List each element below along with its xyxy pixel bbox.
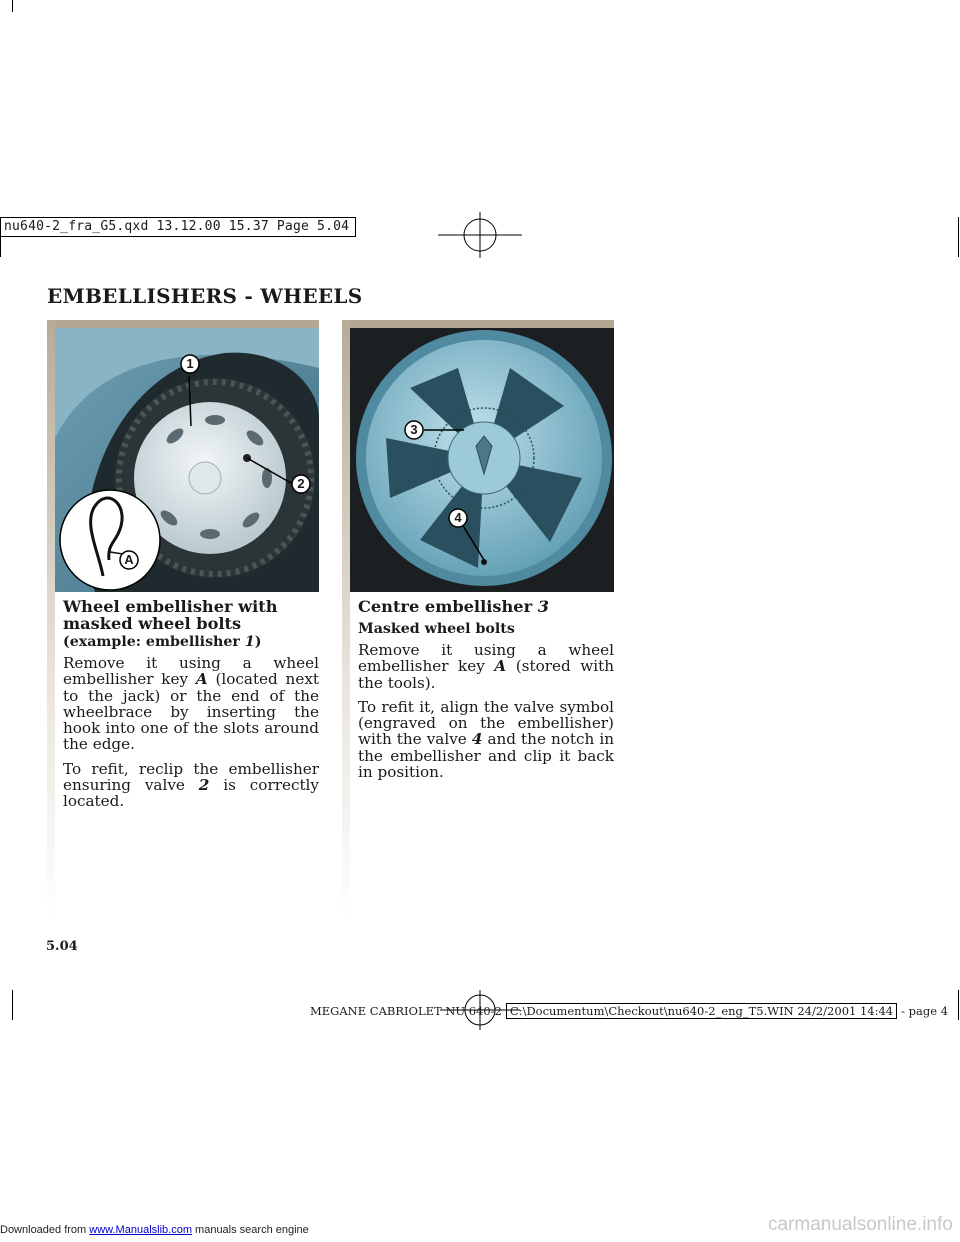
page-number: 5.04 <box>46 939 78 954</box>
column-side-bar <box>342 320 350 920</box>
crop-mark <box>958 217 959 257</box>
crop-mark <box>958 990 959 1020</box>
paragraph: To refit, reclip the embellisher ensuring valve 2 is correctly located. <box>63 759 319 811</box>
crop-mark <box>12 990 13 1020</box>
centre-embellisher-photo <box>350 328 614 592</box>
callout-4: 4 <box>448 508 468 528</box>
column-header-bar <box>342 320 614 328</box>
callout-a: A <box>119 550 139 570</box>
section-subheading: Masked wheel bolts <box>358 621 515 637</box>
callout-1: 1 <box>180 354 200 374</box>
page-title: EMBELLISHERS - WHEELS <box>47 284 363 308</box>
manualslib-link[interactable]: www.Manualslib.com <box>89 1224 192 1236</box>
column-header-bar <box>47 320 319 328</box>
section-heading: Centre embellisher 3 <box>358 597 549 616</box>
section-subheading: (example: embellisher 1) <box>63 634 262 650</box>
footer-model: MEGANE CABRIOLET NU 640-2 <box>310 1004 502 1018</box>
slug-line <box>0 217 356 237</box>
column-side-bar <box>47 320 55 920</box>
footer-path: C:\Documentum\Checkout\nu640-2_eng_T5.WIN 24/2/2001 14:44 <box>506 1003 897 1019</box>
watermark: carmanualsonline.info <box>768 1214 953 1235</box>
wheel-embellisher-photo <box>55 328 319 592</box>
callout-3: 3 <box>404 420 424 440</box>
right-column-text <box>358 598 614 788</box>
callout-2: 2 <box>291 474 311 494</box>
section-heading: Wheel embellisher with masked wheel bolts <box>63 597 278 633</box>
footer-page: - page 4 <box>901 1004 949 1018</box>
print-footer <box>310 1003 948 1019</box>
crop-mark <box>12 0 13 12</box>
paragraph: To refit it, align the valve symbol (engraved on the embellisher) with the valve 4 and the notch in the embellisher and clip it back in position. <box>358 697 614 782</box>
paragraph: Remove it using a wheel embellisher key A (stored with the tools). <box>358 641 614 692</box>
registration-mark-top <box>438 212 522 258</box>
slug-text: nu640-2_fra_G5.qxd 13.12.00 15.37 Page 5.04 <box>0 217 356 237</box>
paragraph: Remove it using a wheel embellisher key A (located next to the jack) or the end of the wheelbrace by inserting the hook into one of the slots around the edge. <box>63 654 319 754</box>
download-notice: Downloaded from www.Manualslib.com manuals search engine <box>0 1224 309 1236</box>
left-column-text <box>63 598 319 818</box>
